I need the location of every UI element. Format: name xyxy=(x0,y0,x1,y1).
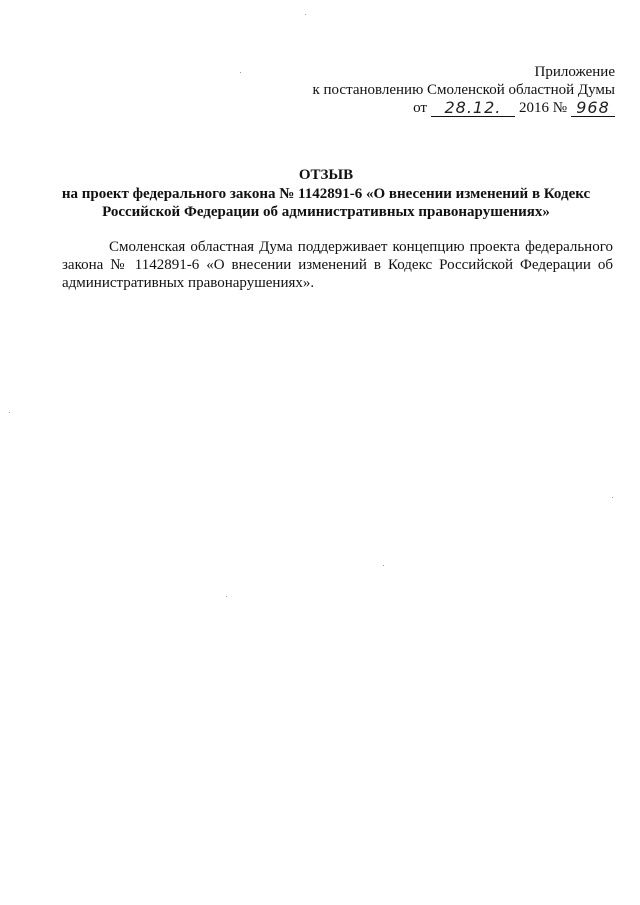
title-line-2: Российской Федерации об административных правонарушениях» xyxy=(102,204,550,220)
year-number-label: 2016 № xyxy=(518,100,567,116)
scan-speck xyxy=(383,565,384,566)
scan-speck xyxy=(305,14,306,15)
handwritten-number: 968 xyxy=(571,100,615,117)
annex-heading: Приложение xyxy=(534,64,615,80)
title-line-1: на проект федерального закона № 1142891-6 «О внесении изменений в Кодекс xyxy=(61,185,591,202)
handwritten-date: 28.12. xyxy=(431,100,515,117)
title-main: ОТЗЫВ xyxy=(298,167,354,183)
annex-subheading: к постановлению Смоленской областной Думы xyxy=(312,82,615,98)
scan-speck xyxy=(226,596,227,597)
scan-speck xyxy=(9,412,10,413)
annex-header xyxy=(195,63,615,117)
body-paragraph: Смоленская областная Дума поддерживает концепцию проекта федерального закона № 1142891-6 «О внесении изменений в Кодекс Российской Федерации об административных правонарушениях». xyxy=(62,239,613,291)
annex-date-line xyxy=(413,99,615,117)
document-title xyxy=(40,166,612,222)
scan-speck xyxy=(240,72,241,73)
scan-speck xyxy=(612,497,613,498)
date-prefix: от xyxy=(413,100,427,116)
